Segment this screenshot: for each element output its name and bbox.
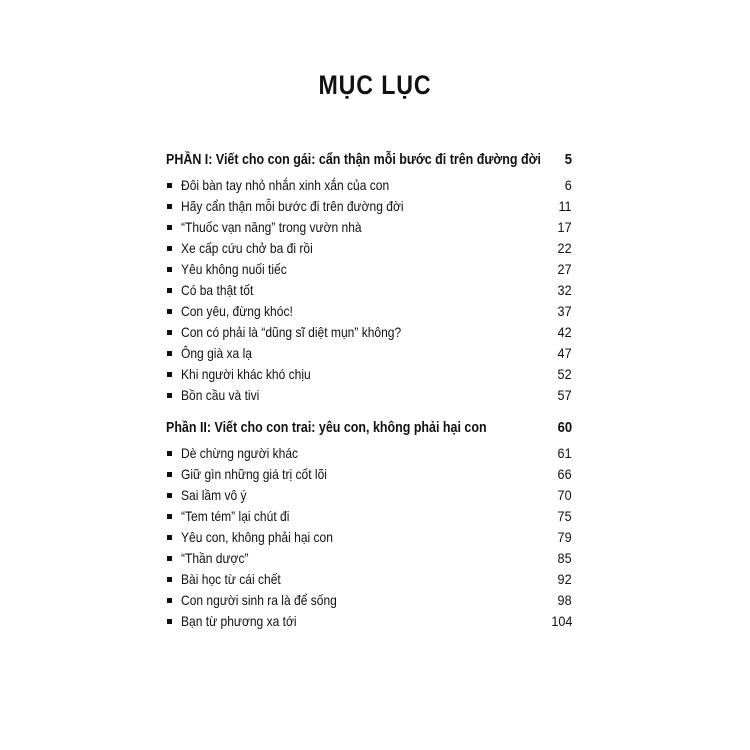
entry-title: Dè chừng người khác xyxy=(181,445,299,461)
part-page-number: 60 xyxy=(557,420,572,436)
entry-title: “Tem tém” lại chút đi xyxy=(181,508,290,524)
part-heading: Phần II: Viết cho con trai: yêu con, không phải hại con xyxy=(166,420,487,436)
entry-page-number: 104 xyxy=(550,613,572,629)
toc-entry xyxy=(166,238,572,259)
entry-page-number: 61 xyxy=(557,445,572,461)
entry-title: Bạn từ phương xa tới xyxy=(181,613,297,629)
square-bullet-icon xyxy=(167,493,172,498)
entry-page-number: 52 xyxy=(557,366,572,382)
toc-entry xyxy=(166,322,572,343)
entry-title: Có ba thật tốt xyxy=(181,282,254,298)
square-bullet-icon xyxy=(167,225,172,230)
entry-page-number: 75 xyxy=(557,508,572,524)
entry-page-number: 27 xyxy=(557,261,572,277)
toc-entry xyxy=(166,506,572,527)
square-bullet-icon xyxy=(167,514,172,519)
entry-title: Con người sinh ra là để sống xyxy=(181,592,337,608)
entry-title: Bồn cầu và tivi xyxy=(181,387,260,403)
entry-page-number: 79 xyxy=(557,529,572,545)
entry-page-number: 17 xyxy=(557,219,572,235)
toc-entry xyxy=(166,611,572,632)
toc-entry xyxy=(166,259,572,280)
square-bullet-icon xyxy=(167,393,172,398)
entry-page-number: 22 xyxy=(557,240,572,256)
toc-entry xyxy=(166,385,572,406)
entry-title: Ông già xa lạ xyxy=(181,345,252,361)
entry-title: Bài học từ cái chết xyxy=(181,571,281,587)
toc-entry xyxy=(166,464,572,485)
entry-page-number: 42 xyxy=(557,324,572,340)
square-bullet-icon xyxy=(167,577,172,582)
entry-page-number: 57 xyxy=(557,387,572,403)
entry-page-number: 6 xyxy=(564,177,572,193)
square-bullet-icon xyxy=(167,535,172,540)
toc-entry xyxy=(166,443,572,464)
entry-title: “Thuốc vạn năng” trong vườn nhà xyxy=(181,219,362,235)
square-bullet-icon xyxy=(167,204,172,209)
square-bullet-icon xyxy=(167,309,172,314)
toc-entry xyxy=(166,590,572,611)
square-bullet-icon xyxy=(167,288,172,293)
part-heading: PHẦN I: Viết cho con gái: cẩn thận mỗi bước đi trên đường đời xyxy=(166,152,541,168)
entry-page-number: 98 xyxy=(557,592,572,608)
toc-entry xyxy=(166,343,572,364)
square-bullet-icon xyxy=(167,351,172,356)
square-bullet-icon xyxy=(167,246,172,251)
entry-title: Yêu không nuối tiếc xyxy=(181,261,287,277)
square-bullet-icon xyxy=(167,372,172,377)
entry-page-number: 66 xyxy=(557,466,572,482)
entry-page-number: 70 xyxy=(557,487,572,503)
toc-entry xyxy=(166,175,572,196)
entry-page-number: 11 xyxy=(558,198,572,214)
entry-title: Sai lầm vô ý xyxy=(181,487,247,503)
entry-page-number: 92 xyxy=(557,571,572,587)
entry-page-number: 37 xyxy=(557,303,572,319)
toc-entry xyxy=(166,196,572,217)
part-heading-row xyxy=(166,416,572,440)
part-page-number: 5 xyxy=(564,152,572,168)
toc-section-part-2 xyxy=(166,416,572,632)
entry-title: Hãy cẩn thận mỗi bước đi trên đường đời xyxy=(181,198,404,214)
entry-title: “Thần dược” xyxy=(181,550,249,566)
toc-section-part-1 xyxy=(166,148,572,406)
toc-entry xyxy=(166,301,572,322)
square-bullet-icon xyxy=(167,330,172,335)
toc-entry xyxy=(166,280,572,301)
square-bullet-icon xyxy=(167,472,172,477)
entry-title: Con yêu, đừng khóc! xyxy=(181,303,293,319)
part-heading-row xyxy=(166,148,572,172)
square-bullet-icon xyxy=(167,267,172,272)
entry-title: Yêu con, không phải hại con xyxy=(181,529,333,545)
entry-title: Giữ gìn những giá trị cốt lõi xyxy=(181,466,327,482)
toc-entry xyxy=(166,527,572,548)
square-bullet-icon xyxy=(167,183,172,188)
toc-entry xyxy=(166,569,572,590)
toc-entry xyxy=(166,217,572,238)
square-bullet-icon xyxy=(167,451,172,456)
entry-page-number: 85 xyxy=(557,550,572,566)
square-bullet-icon xyxy=(167,556,172,561)
page-title: MỤC LỤC xyxy=(318,70,432,100)
entry-title: Xe cấp cứu chở ba đi rồi xyxy=(181,240,313,256)
square-bullet-icon xyxy=(167,619,172,624)
square-bullet-icon xyxy=(167,598,172,603)
toc-entry xyxy=(166,548,572,569)
toc-entry xyxy=(166,485,572,506)
entry-title: Con có phải là “dũng sĩ diệt mụn” không? xyxy=(181,324,402,340)
entry-page-number: 47 xyxy=(557,345,572,361)
entry-page-number: 32 xyxy=(557,282,572,298)
entry-title: Khi người khác khó chịu xyxy=(181,366,311,382)
entry-title: Đôi bàn tay nhỏ nhắn xinh xắn của con xyxy=(181,177,390,193)
toc-entry xyxy=(166,364,572,385)
